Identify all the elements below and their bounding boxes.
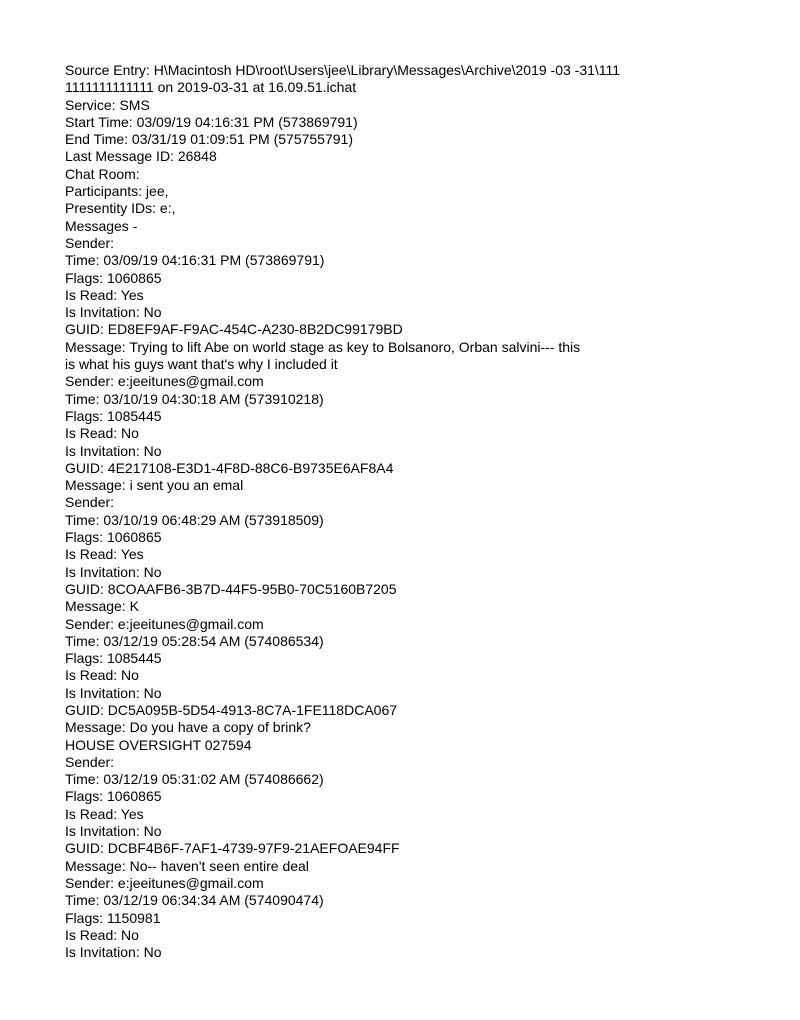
document-line: Source Entry: H\Macintosh HD\root\Users\jee\Library\Messages\Archive\2019 -03 -31\111 [65, 62, 621, 78]
document-line: Is Read: Yes [65, 546, 144, 563]
document-line: Sender: e:jeeitunes@gmail.com [65, 373, 264, 390]
document-line: Sender: [65, 234, 115, 251]
document-line: Sender: [65, 494, 115, 511]
document-line: Chat Room: [65, 165, 140, 182]
document-line: Message: No-- haven't seen entire deal [65, 857, 309, 874]
document-line: Is Invitation: No [65, 944, 162, 961]
document-line: Time: 03/12/19 05:28:54 AM (574086534) [65, 632, 324, 649]
document-line: Message: Trying to lift Abe on world stage as key to Bolsanoro, Orban salvini--- this [65, 338, 581, 355]
document-line: Time: 03/10/19 04:30:18 AM (573910218) [65, 390, 324, 407]
document-line: HOUSE OVERSIGHT 027594 [65, 736, 252, 753]
document-line: Flags: 1060865 [65, 529, 162, 546]
document-line: Start Time: 03/09/19 04:16:31 PM (573869791) [65, 113, 358, 130]
document-line: Is Read: No [65, 667, 139, 684]
document-line: Time: 03/09/19 04:16:31 PM (573869791) [65, 252, 325, 269]
document-line: Is Invitation: No [65, 823, 162, 840]
document-line: 1111111111111 on 2019-03-31 at 16.09.51.ichat [65, 79, 357, 96]
document-line: Is Read: Yes [65, 805, 144, 822]
document-line: Presentity IDs: e:, [65, 200, 176, 217]
document-line: GUID: DCBF4B6F-7AF1-4739-97F9-21AEFOAE94FF [65, 840, 400, 857]
document-line: Time: 03/12/19 05:31:02 AM (574086662) [65, 771, 324, 788]
document-line: Sender: e:jeeitunes@gmail.com [65, 615, 264, 632]
document-line: Message: i sent you an emal [65, 477, 244, 494]
document-line: is what his guys want that's why I included it [65, 356, 338, 373]
document-line: Participants: jee, [65, 183, 169, 200]
document-line: Is Invitation: No [65, 563, 162, 580]
document-line: End Time: 03/31/19 01:09:51 PM (575755791) [65, 131, 353, 148]
document-line: Sender: [65, 753, 115, 770]
document-line: Is Read: Yes [65, 286, 144, 303]
document-line: Flags: 1060865 [65, 269, 162, 286]
document-line: Messages - [65, 217, 138, 234]
document-line: Is Invitation: No [65, 442, 162, 459]
document-line: Last Message ID: 26848 [65, 148, 217, 165]
document-line: GUID: ED8EF9AF-F9AC-454C-A230-8B2DC99179BD [65, 321, 403, 338]
document-line: Time: 03/12/19 06:34:34 AM (574090474) [65, 892, 324, 909]
document-line: Is Read: No [65, 926, 139, 943]
document-line: GUID: 8COAAFB6-3B7D-44F5-95B0-70C5160B7205 [65, 580, 397, 597]
message-log-text [65, 62, 757, 961]
document-line: Flags: 1085445 [65, 407, 162, 424]
document-line: Is Invitation: No [65, 684, 162, 701]
document-line: GUID: DC5A095B-5D54-4913-8C7A-1FE118DCA067 [65, 701, 398, 718]
document-line: Flags: 1085445 [65, 650, 162, 667]
document-line: GUID: 4E217108-E3D1-4F8D-88C6-B9735E6AF8A4 [65, 459, 394, 476]
document-line: Time: 03/10/19 06:48:29 AM (573918509) [65, 511, 324, 528]
document-line: Message: K [65, 598, 139, 615]
document-line: Is Read: No [65, 425, 139, 442]
document-line: Message: Do you have a copy of brink? [65, 719, 311, 736]
document-line: Service: SMS [65, 96, 150, 113]
document-line: Flags: 1060865 [65, 788, 162, 805]
document-line: Is Invitation: No [65, 304, 162, 321]
document-line: Flags: 1150981 [65, 909, 161, 926]
document-line: Sender: e:jeeitunes@gmail.com [65, 874, 264, 891]
